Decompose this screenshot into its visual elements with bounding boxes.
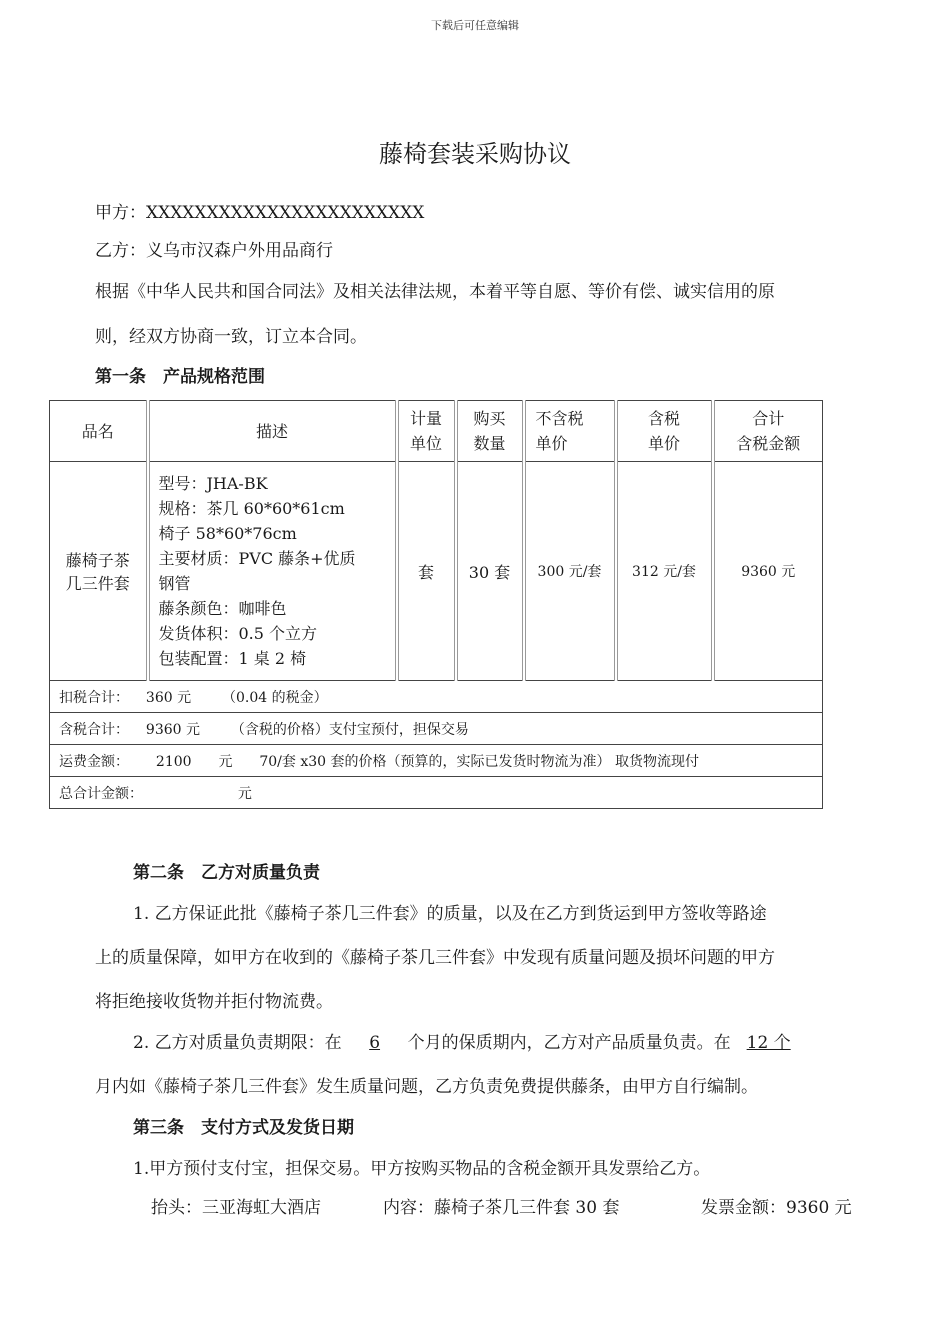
incl-note: （含税的价格）支付宝预付，担保交易 (230, 721, 469, 738)
header-name: 品名 (50, 401, 148, 462)
row-desc: 型号：JHA-BK 规格：茶几 60*60*61cm 椅子 58*60*76cm 主要材质：PVC 藤条+优质 钢管 藤条颜色：咖啡色 发货体积：0.5 个立方 包装配置：1 桌 2 椅 (148, 462, 397, 681)
party-a: 甲方：XXXXXXXXXXXXXXXXXXXXXXX (95, 203, 425, 223)
row-price-ex: 300 元/套 (524, 462, 616, 681)
article-3-heading: 第三条 支付方式及发货日期 (133, 1118, 354, 1138)
tax-label: 扣税合计： (59, 689, 129, 706)
repair-months: 12 个 (746, 1033, 791, 1053)
row-price-inc: 312 元/套 (616, 462, 713, 681)
warranty-months: 6 (369, 1033, 381, 1053)
grand-total-row (50, 777, 823, 809)
grand-unit: 元 (237, 785, 252, 802)
article-2-p1-line-2: 上的质量保障，如甲方在收到的《藤椅子茶几三件套》中发现有质量问题及损坏问题的甲方 (95, 948, 775, 968)
header-qty: 购买 数量 (456, 401, 524, 462)
document-title: 藤椅套装采购协议 (379, 140, 571, 168)
freight-label: 运费金额： (59, 753, 129, 770)
spec-table (49, 400, 823, 809)
header-note: 下载后可任意编辑 (431, 19, 519, 32)
article-1-heading: 第一条 产品规格范围 (95, 367, 265, 387)
article-2-p2-line-1: 2. 乙方对质量负责期限：在 6 个月的保质期内，乙方对产品质量负责。在 12 个 (133, 1033, 791, 1053)
tax-value: 360 元 (145, 689, 192, 706)
invoice-content: 内容：藤椅子茶几三件套 30 套 (383, 1198, 620, 1218)
grand-label: 总合计金额： (59, 785, 143, 802)
incl-total-row (50, 713, 823, 745)
article-2-heading: 第二条 乙方对质量负责 (133, 863, 320, 883)
freight-value: 2100 (155, 753, 192, 770)
article-2-p2-line-2: 月内如《藤椅子茶几三件套》发生质量问题，乙方负责免费提供藤条，由甲方自行编制。 (95, 1077, 758, 1097)
article-3-p1: 1.甲方预付支付宝，担保交易。甲方按购买物品的含税金额开具发票给乙方。 (133, 1159, 711, 1179)
header-price-inc: 含税 单价 (616, 401, 713, 462)
freight-unit: 元 (218, 753, 233, 770)
freight-note: 70/套 x30 套的价格（预算的，实际已发货时物流为准） 取货物流现付 (259, 753, 699, 770)
freight-row (50, 745, 823, 777)
preamble-line-2: 则，经双方协商一致，订立本合同。 (95, 327, 367, 347)
row-unit: 套 (397, 462, 456, 681)
invoice-amount: 发票金额：9360 元 (701, 1198, 852, 1218)
row-name: 藤椅子茶 几三件套 (50, 462, 148, 681)
tax-total-row (50, 681, 823, 713)
incl-label: 含税合计： (59, 721, 129, 738)
table-row (50, 462, 823, 681)
row-qty: 30 套 (456, 462, 524, 681)
header-desc: 描述 (148, 401, 397, 462)
tax-note: （0.04 的税金） (221, 689, 328, 706)
header-unit: 计量 单位 (397, 401, 456, 462)
article-2-p1-line-1: 1. 乙方保证此批《藤椅子茶几三件套》的质量，以及在乙方到货运到甲方签收等路途 (133, 904, 767, 924)
table-header-row (50, 401, 823, 462)
preamble-line-1: 根据《中华人民共和国合同法》及相关法律法规，本着平等自愿、等价有偿、诚实信用的原 (95, 282, 775, 302)
row-total: 9360 元 (713, 462, 823, 681)
incl-value: 9360 元 (145, 721, 200, 738)
article-2-p1-line-3: 将拒绝接收货物并拒付物流费。 (95, 992, 333, 1012)
party-b: 乙方：义乌市汉森户外用品商行 (95, 241, 333, 261)
header-total: 合计 含税金额 (713, 401, 823, 462)
invoice-title: 抬头：三亚海虹大酒店 (151, 1198, 321, 1218)
header-price-ex: 不含税 单价 (524, 401, 616, 462)
